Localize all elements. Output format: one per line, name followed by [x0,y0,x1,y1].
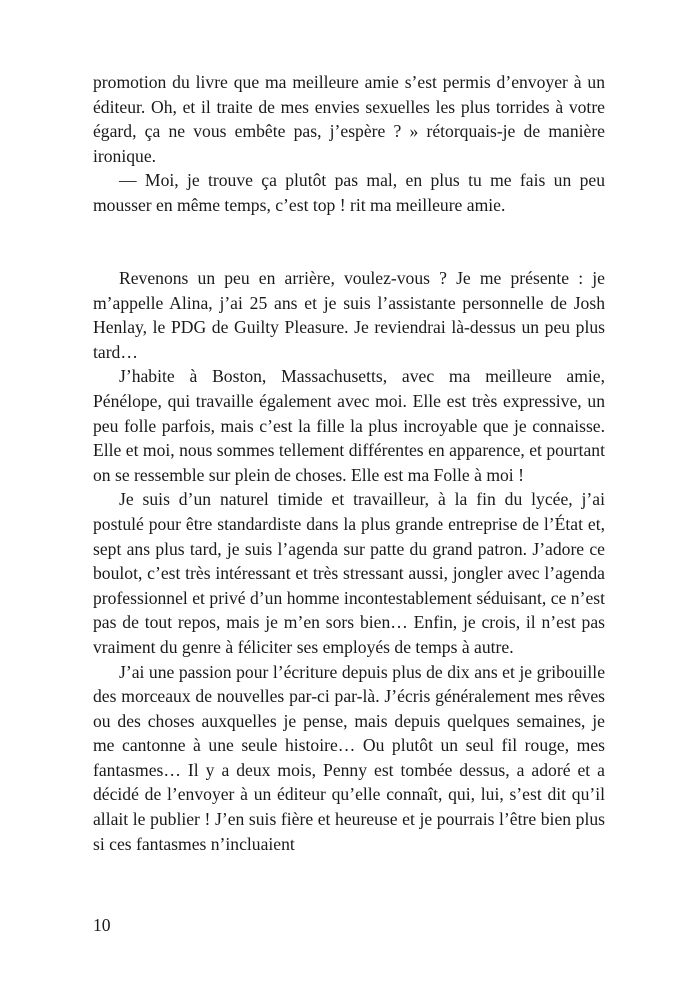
scene-after-break [93,266,605,856]
scene-before-break [93,70,605,218]
paragraph: Je suis d’un naturel timide et travailleur, à la fin du lycée, j’ai postulé pour être standardiste dans la plus grande entreprise de l’État et, sept ans plus tard, je suis l’agenda sur patte du grand patron. J’adore ce boulot, c’est très intéressant et très stressant aussi, jongler avec l’agenda professionnel et privé d’un homme incontestablement séduisant, ce n’est pas de tout repos, mais je m’en sors bien… Enfin, je crois, il n’est pas vraiment du genre à féliciter ses employés de temps à autre. [93,489,605,657]
paragraph-dialogue: — Moi, je trouve ça plutôt pas mal, en plus tu me fais un peu mousser en même temps, c’est top ! rit ma meilleure amie. [93,170,605,215]
paragraph-continued: promotion du livre que ma meilleure amie s’est permis d’envoyer à un éditeur. Oh, et il traite de mes envies sexuelles les plus torrides à votre égard, ça ne vous embête pas, j’espère ? » rétorquais-je de manière ironique. [93,72,605,166]
paragraph: J’ai une passion pour l’écriture depuis plus de dix ans et je gribouille des morceaux de nouvelles par-ci par-là. J’écris généralement mes rêves ou des choses auxquelles je pense, mais depuis quelques semaines, je me cantonne à une seule histoire… Ou plutôt un seul fil rouge, mes fantasmes… Il y a deux mois, Penny est tombée dessus, a adoré et a décidé de l’envoyer à un éditeur qu’elle connaît, qui, lui, s’est dit qu’il allait le publier ! J’en suis fière et heureuse et je pourrais l’être bien plus si ces fantasmes n’incluaient [93,661,605,854]
paragraph: J’habite à Boston, Massachusetts, avec ma meilleure amie, Pénélope, qui travaille également avec moi. Elle est très expressive, un peu folle parfois, mais c’est la fille la plus incroyable que je connaisse. Elle et moi, nous sommes tellement différentes en apparence, et pourtant on se ressemble sur plein de choses. Elle est ma Folle à moi ! [93,366,605,485]
page-number: 10 [93,915,111,935]
paragraph: Revenons un peu en arrière, voulez-vous ? Je me présente : je m’appelle Alina, j’ai 25 ans et je suis l’assistante personnelle de Josh Henlay, le PDG de Guilty Pleasure. Je reviendrai là-dessus un peu plus tard… [93,268,605,362]
